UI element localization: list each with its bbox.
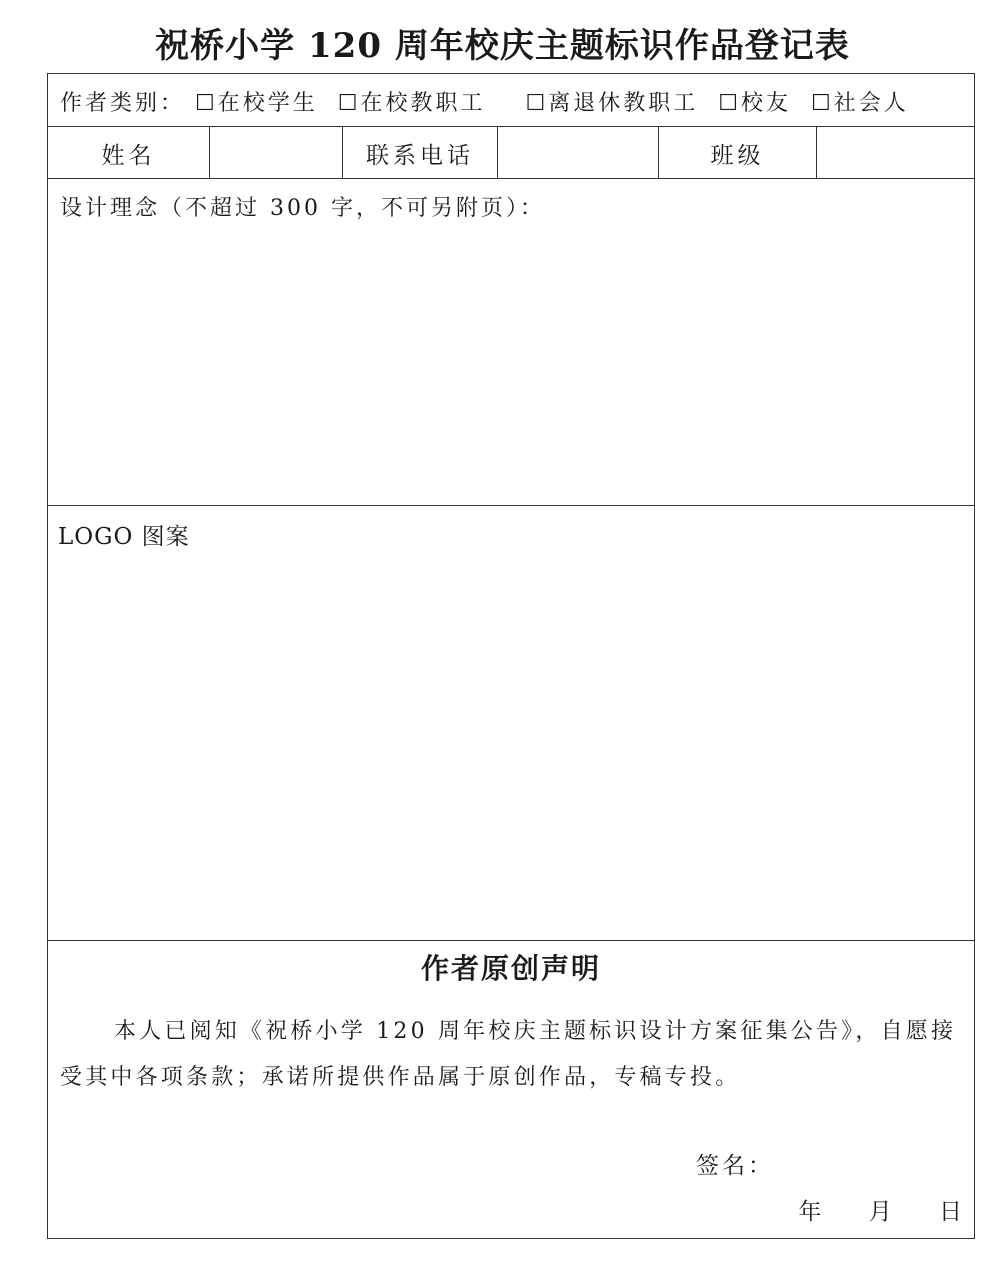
declaration-title: 作者原创声明 xyxy=(420,952,601,985)
registration-form xyxy=(47,73,975,1239)
date-year: 年 xyxy=(798,1199,822,1225)
option-label: 离退休教职工 xyxy=(548,91,699,116)
option-current-staff[interactable] xyxy=(338,91,486,116)
logo-label: LOGO 图案 xyxy=(58,524,190,550)
class-label: 班级 xyxy=(658,127,816,179)
option-label: 在校学生 xyxy=(217,91,318,116)
declaration-section xyxy=(48,941,974,1238)
page-title: 祝桥小学 120 周年校庆主题标识作品登记表 xyxy=(155,26,850,66)
option-retired-staff[interactable] xyxy=(526,91,699,116)
checkbox-icon[interactable]: ☐ xyxy=(195,91,218,116)
name-label: 姓名 xyxy=(101,142,156,169)
phone-label: 联系电话 xyxy=(342,127,497,179)
author-category-label: 作者类别： xyxy=(60,91,186,116)
design-concept-label: 设计理念（不超过 300 字，不可另附页）： xyxy=(60,196,545,221)
checkbox-icon[interactable]: ☐ xyxy=(811,91,834,116)
signature-label[interactable]: 签名： xyxy=(696,1153,774,1179)
option-current-student[interactable] xyxy=(195,91,318,116)
option-alumni[interactable] xyxy=(718,91,791,116)
class-field[interactable] xyxy=(816,127,974,179)
option-public[interactable] xyxy=(811,91,909,116)
author-category-row xyxy=(48,74,974,127)
option-label: 校友 xyxy=(741,91,792,116)
logo-section[interactable] xyxy=(48,506,974,941)
option-label: 社会人 xyxy=(833,91,909,116)
design-concept-section[interactable] xyxy=(48,179,974,506)
checkbox-icon[interactable]: ☐ xyxy=(525,91,549,116)
phone-field[interactable] xyxy=(497,127,658,179)
option-label: 在校教职工 xyxy=(360,91,486,116)
date-line xyxy=(798,1193,962,1226)
declaration-body: 本人已阅知《祝桥小学 120 周年校庆主题标识设计方案征集公告》，自愿接受其中各项条款；承诺所提供作品属于原创作品，专稿专投。 xyxy=(60,1019,957,1090)
author-category-line xyxy=(60,86,909,117)
name-field[interactable] xyxy=(209,127,342,179)
checkbox-icon[interactable]: ☐ xyxy=(337,91,361,116)
checkbox-icon[interactable]: ☐ xyxy=(718,91,741,116)
date-day: 日 xyxy=(939,1199,962,1225)
author-info-row xyxy=(48,127,974,179)
date-month: 月 xyxy=(868,1199,892,1225)
